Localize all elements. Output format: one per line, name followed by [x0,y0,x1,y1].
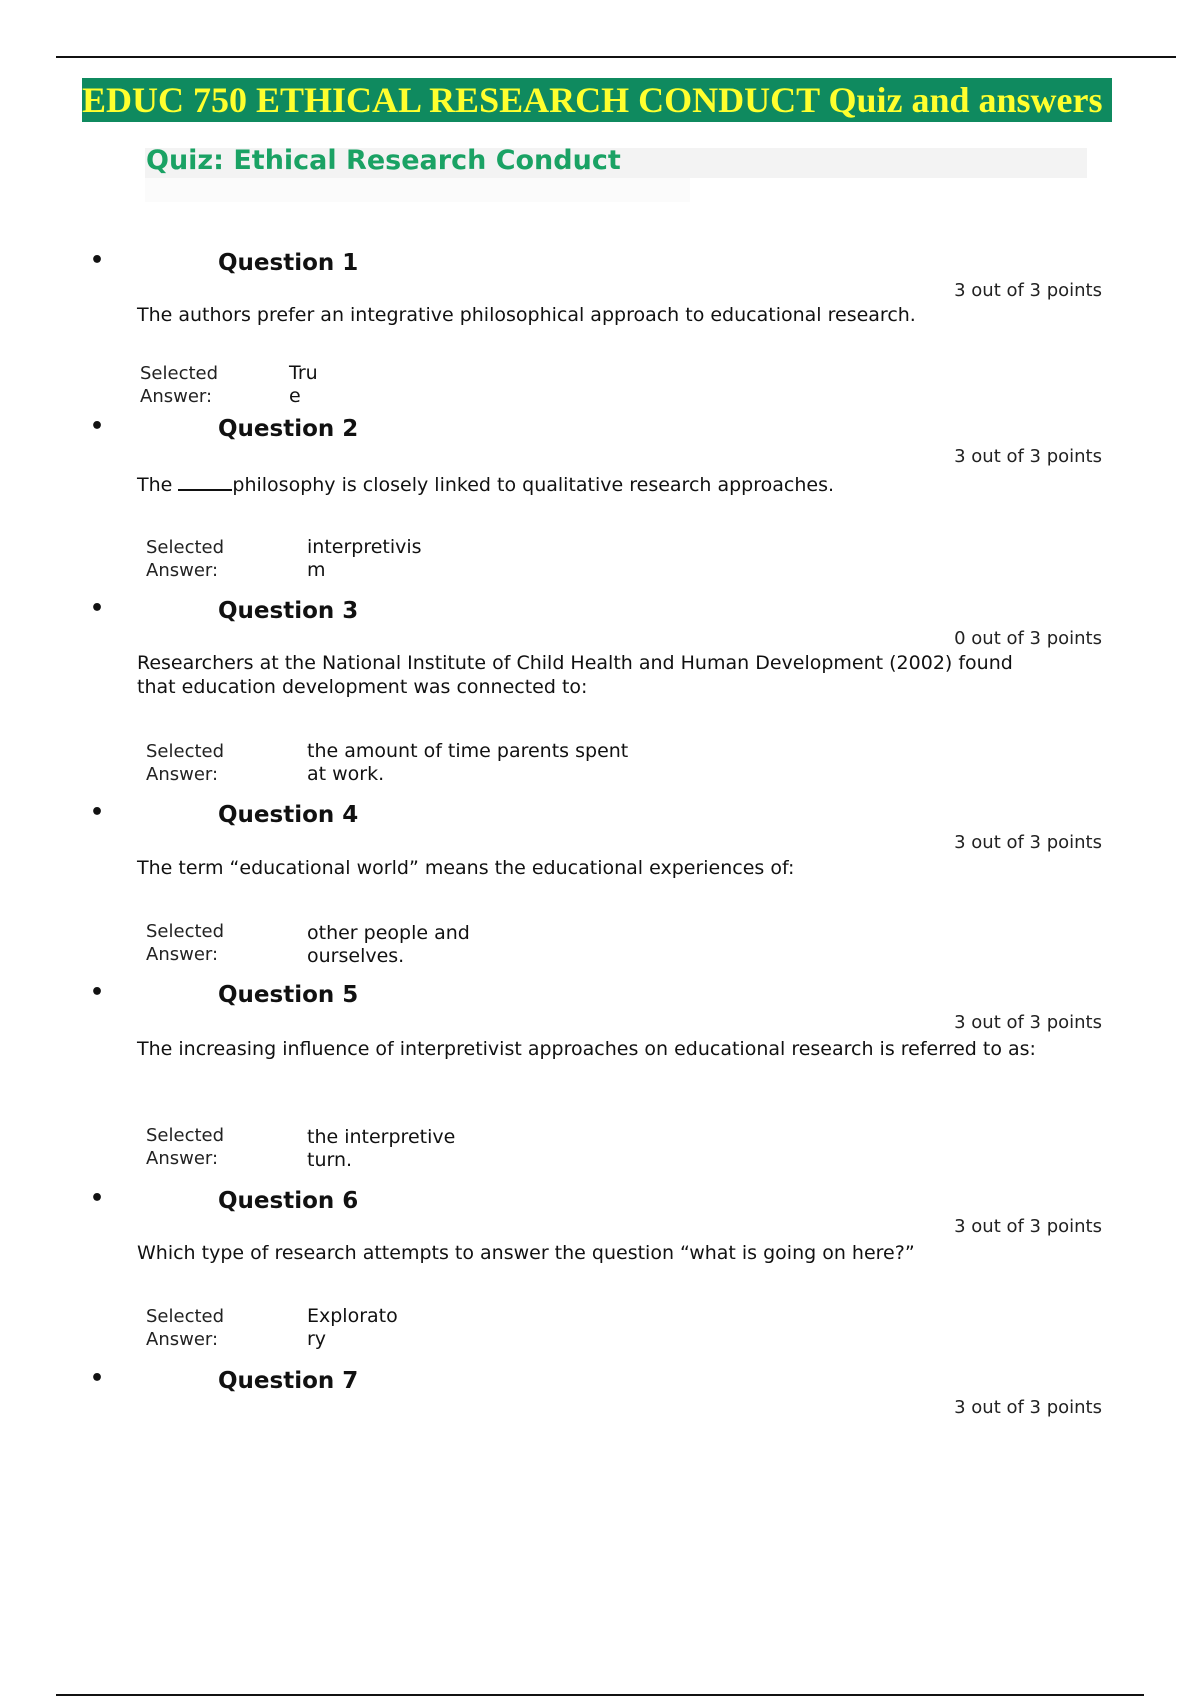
points-score: 0 out of 3 points [954,628,1102,649]
points-score: 3 out of 3 points [954,280,1102,301]
bullet-icon: • [90,596,105,621]
question-text [137,471,1037,497]
question-text: The authors prefer an integrative philosophical approach to educational research. [137,304,916,326]
quiz-banner-shade [145,178,690,202]
question-text-before: The [137,474,179,496]
selected-answer-label: Selected Answer: [146,537,225,581]
question-text: The term “educational world” means the educational experiences of: [137,857,795,879]
fill-in-blank [178,471,232,491]
bullet-icon: • [90,248,105,273]
question-heading: Question 5 [218,982,359,1008]
selected-answer: other people and ourselves. [307,922,470,967]
bullet-icon: • [90,1366,105,1391]
points-score: 3 out of 3 points [954,832,1102,853]
question-heading: Question 7 [218,1368,359,1394]
selected-answer: Explorato ry [307,1305,398,1350]
selected-answer-label: Selected Answer: [146,1306,225,1350]
quiz-title: Quiz: Ethical Research Conduct [146,145,621,176]
selected-answer: Tru e [289,362,318,407]
points-score: 3 out of 3 points [954,1397,1102,1418]
question-heading: Question 6 [218,1188,359,1214]
points-score: 3 out of 3 points [954,1012,1102,1033]
selected-answer: the interpretive turn. [307,1126,456,1171]
top-rule [56,56,1176,58]
question-text-after: philosophy is closely linked to qualitative research approaches. [232,474,835,496]
selected-answer-label: Selected Answer: [146,741,225,785]
bullet-icon: • [90,980,105,1005]
question-heading: Question 2 [218,416,359,442]
question-heading: Question 3 [218,598,359,624]
question-text: Which type of research attempts to answer the question “what is going on here?” [137,1242,915,1264]
question-text: The increasing influence of interpretivist approaches on educational research is referred to as: [137,1038,1036,1060]
bullet-icon: • [90,1186,105,1211]
bullet-icon: • [90,800,105,825]
question-text: Researchers at the National Institute of Child Health and Human Development (2002) found that education development was connected to: [137,652,1013,698]
question-heading: Question 1 [218,250,359,276]
points-score: 3 out of 3 points [954,446,1102,467]
selected-answer-label: Selected Answer: [140,363,219,407]
selected-answer-label: Selected Answer: [146,1125,225,1169]
document-title: EDUC 750 ETHICAL RESEARCH CONDUCT Quiz and answers [82,78,1112,122]
question-heading: Question 4 [218,802,359,828]
selected-answer: interpretivis m [307,536,422,581]
selected-answer-label: Selected Answer: [146,921,225,965]
bottom-rule [56,1694,1144,1696]
bullet-icon: • [90,414,105,439]
selected-answer: the amount of time parents spent at work. [307,740,629,785]
points-score: 3 out of 3 points [954,1216,1102,1237]
